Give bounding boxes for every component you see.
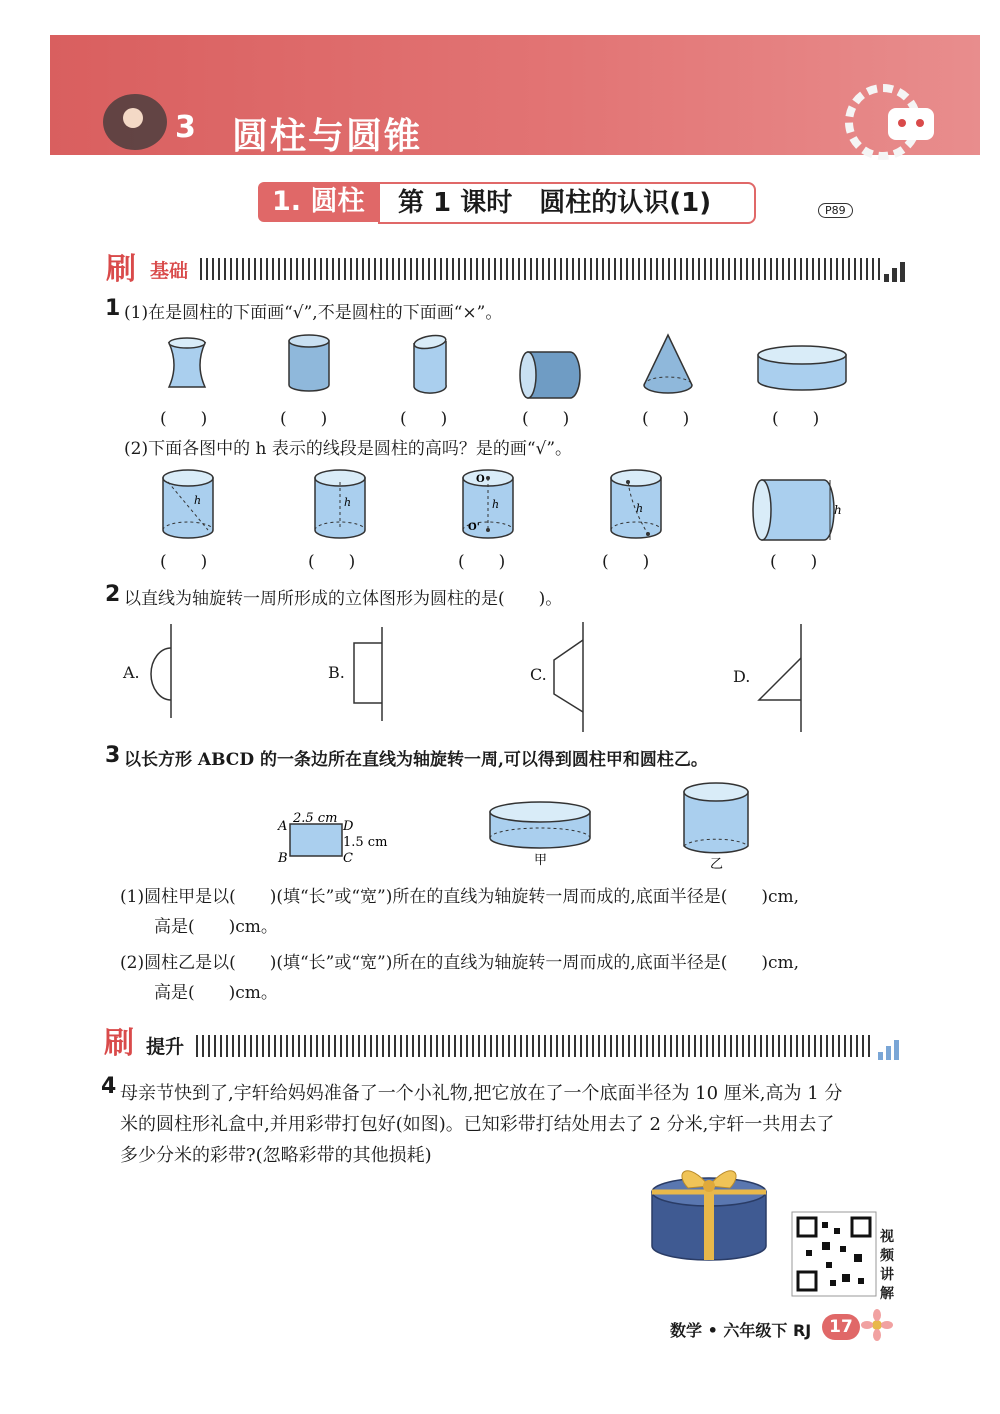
- option-d-figure: [755, 622, 805, 734]
- shape-cylinder-dotted: [285, 333, 333, 395]
- question-number: 4: [101, 1074, 117, 1099]
- height-cylinder-diagonal: [160, 468, 216, 544]
- answer-blank[interactable]: ( ): [400, 409, 448, 429]
- question-text-line: 米的圆柱形礼盒中,并用彩带打包好(如图)。已知彩带打结处用去了 2 分米,宇轩一共用去了: [120, 1114, 835, 1135]
- option-a-label[interactable]: A.: [123, 663, 140, 682]
- shape-hourglass: [165, 335, 209, 395]
- qr-code[interactable]: [792, 1212, 876, 1296]
- gear-robot-icon: [838, 80, 948, 160]
- cylinder-jia-label: 甲: [534, 853, 548, 868]
- height-cylinder-axis: [460, 468, 516, 544]
- question-subpart: 高是( )cm。: [154, 917, 278, 937]
- length-label: 2.5 cm: [293, 811, 338, 826]
- question-subpart: (1)圆柱甲是以( )(填“长”或“宽”)所在的直线为轴旋转一周而成的,底面半径是( )cm,: [120, 887, 800, 907]
- shape-cone: [640, 333, 696, 398]
- h-label: h: [344, 496, 352, 509]
- answer-blank[interactable]: ( ): [770, 552, 818, 572]
- h-label: h: [194, 494, 202, 507]
- answer-blank[interactable]: ( ): [160, 552, 208, 572]
- option-c-label[interactable]: C.: [530, 665, 547, 684]
- shape-lying-cylinder: [518, 350, 580, 400]
- video-explanation-label[interactable]: 视频讲解: [880, 1229, 894, 1302]
- answer-blank[interactable]: ( ): [642, 409, 690, 429]
- signal-bars-icon: [884, 262, 908, 282]
- lesson-title: 圆柱的认识(1): [539, 188, 712, 218]
- question-text: (1)在是圆柱的下面画“√”,不是圆柱的下面画“×”。: [124, 303, 503, 323]
- lesson-label: 第 1 课时: [398, 188, 513, 218]
- section-title-basic: 基础: [150, 260, 189, 282]
- question-text-line: 母亲节快到了,宇轩给妈妈准备了一个小礼物,把它放在了一个底面半径为 10 厘米,高为 1 分: [120, 1083, 843, 1104]
- footer-subject: 数学 • 六年级下 RJ: [670, 1321, 812, 1340]
- page-number: 17: [822, 1314, 860, 1340]
- answer-blank[interactable]: ( ): [772, 409, 820, 429]
- h-label: h: [834, 503, 842, 517]
- section-tag: 1. 圆柱: [258, 182, 378, 222]
- option-c-figure: [550, 620, 590, 735]
- question-subpart: 高是( )cm。: [154, 983, 278, 1003]
- vertex-d: D: [343, 819, 354, 834]
- h-label: h: [636, 502, 644, 515]
- h-label: h: [492, 498, 500, 511]
- vertex-c: C: [343, 851, 353, 866]
- question-number: 1: [105, 296, 121, 321]
- question-text-line: 多少分米的彩带?(忽略彩带的其他损耗): [120, 1145, 432, 1166]
- section-badge-basic: 刷: [106, 252, 136, 287]
- answer-reference: P89: [818, 203, 853, 218]
- flower-icon: [862, 1310, 892, 1340]
- question-text: 以直线为轴旋转一周所形成的立体图形为圆柱的是( )。: [124, 589, 563, 609]
- shape-flat-cylinder: [756, 345, 848, 395]
- o-label: O: [476, 474, 485, 485]
- chapter-title: 圆柱与圆锥: [232, 116, 423, 157]
- cylinder-yi: [682, 782, 752, 874]
- section-divider: [196, 1035, 872, 1057]
- height-cylinder-lying: [752, 478, 852, 542]
- question-text: (2)下面各图中的 h 表示的线段是圆柱的高吗？是的画“√”。: [124, 439, 573, 459]
- chapter-number: 3: [175, 110, 196, 145]
- option-b-label[interactable]: B.: [328, 663, 345, 682]
- height-cylinder-center: [312, 468, 368, 544]
- option-a-figure: [145, 622, 185, 722]
- answer-blank[interactable]: ( ): [522, 409, 570, 429]
- section-divider: [200, 258, 880, 280]
- vertex-b: B: [278, 851, 288, 866]
- answer-blank[interactable]: ( ): [602, 552, 650, 572]
- answer-blank[interactable]: ( ): [458, 552, 506, 572]
- signal-bars-icon: [878, 1040, 902, 1060]
- width-label: 1.5 cm: [343, 835, 388, 850]
- option-b-figure: [350, 625, 390, 725]
- rectangle-abcd: [275, 810, 405, 870]
- vertex-a: A: [278, 819, 288, 834]
- answer-blank[interactable]: ( ): [280, 409, 328, 429]
- lesson-title-box: [378, 182, 756, 224]
- cylinder-yi-label: 乙: [710, 857, 724, 872]
- cylinder-jia: [488, 800, 592, 870]
- o-prime-label: O': [468, 522, 480, 533]
- question-text: 以长方形 ABCD 的一条边所在直线为轴旋转一周,可以得到圆柱甲和圆柱乙。: [124, 750, 708, 770]
- height-cylinder-slant: [608, 468, 664, 544]
- question-number: 3: [105, 743, 121, 768]
- question-subpart: (2)圆柱乙是以( )(填“长”或“宽”)所在的直线为轴旋转一周而成的,底面半径是( )cm,: [120, 953, 800, 973]
- chapter-emblem-icon: [95, 82, 170, 152]
- shape-oblique-cylinder: [410, 333, 450, 395]
- answer-blank[interactable]: ( ): [160, 409, 208, 429]
- answer-blank[interactable]: ( ): [308, 552, 356, 572]
- section-title-advanced: 提升: [146, 1036, 185, 1058]
- option-d-label[interactable]: D.: [733, 667, 751, 686]
- question-number: 2: [105, 582, 121, 607]
- section-badge-advanced: 刷: [104, 1026, 134, 1061]
- gift-box-image: [648, 1150, 770, 1265]
